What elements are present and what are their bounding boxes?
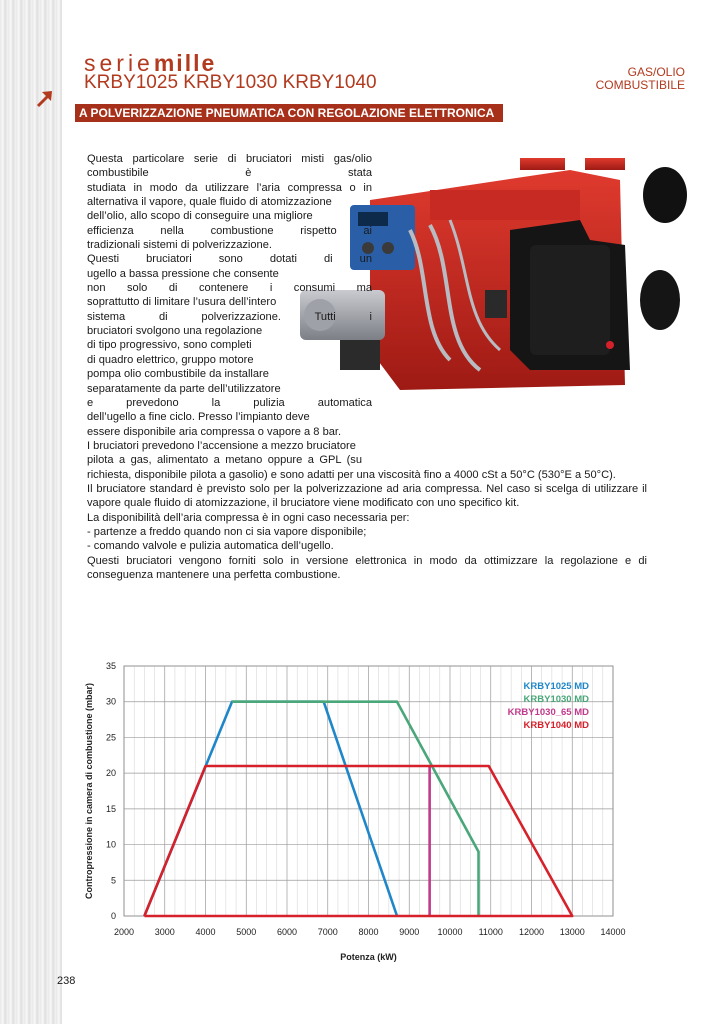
- description-text: [87, 152, 647, 582]
- arrow-up-right-icon: [33, 86, 57, 110]
- text-line: tradizionali sistemi di polverizzazione.: [87, 239, 272, 252]
- y-tick-label: 10: [105, 839, 116, 850]
- x-tick-label: 3000: [154, 927, 175, 937]
- legend-entry: KRBY1030_65 MD: [507, 707, 589, 718]
- y-tick-label: 35: [105, 661, 116, 671]
- page-number: 238: [57, 975, 76, 987]
- decorative-side-band: [0, 0, 62, 1024]
- text-line: di tipo progressivo, sono completi: [87, 339, 252, 352]
- x-tick-label: 2000: [113, 927, 135, 937]
- text-line: ugello a bassa pressione che consente: [87, 267, 279, 280]
- text-line: soprattutto di limitare l’usura dell’intero: [87, 296, 277, 309]
- y-tick-label: 0: [110, 911, 116, 921]
- model-list: KRBY1025 KRBY1030 KRBY1040: [84, 72, 377, 93]
- text-line: di quadro elettrico, gruppo motore: [87, 353, 254, 366]
- chart-svg: [80, 658, 720, 968]
- legend-entry: KRBY1025 MD: [523, 681, 589, 692]
- fuel-type: [596, 66, 685, 92]
- text-line: - comando valvole e pulizia automatica dell’ugello.: [87, 540, 334, 553]
- text-line: sistema di polverizzazione. Tutti i: [87, 310, 372, 323]
- text-line: richiesta, disponibile pilota a gasolio) e sono adatti per una viscosità fino a 4000 cSt a 50°C (530°E a 50°C).: [87, 468, 616, 481]
- text-line: Questa particolare serie di bruciatori misti gas/olio combustibile è stata: [87, 153, 372, 180]
- x-tick-label: 7000: [317, 927, 338, 937]
- text-line: Questi bruciatori vengono forniti solo in versione elettronica in modo da ottimizzare la regolazione e di: [87, 554, 647, 567]
- y-tick-label: 15: [105, 803, 116, 814]
- text-line: essere disponibile aria compressa o vapore a 8 bar.: [87, 425, 342, 438]
- x-tick-label: 14000: [600, 927, 626, 937]
- y-tick-label: 30: [105, 696, 116, 707]
- x-tick-label: 8000: [358, 927, 379, 937]
- x-tick-label: 10000: [437, 927, 463, 937]
- section-banner: A POLVERIZZAZIONE PNEUMATICA CON REGOLAZIONE ELETTRONICA: [75, 104, 503, 122]
- text-line: efficienza nella combustione rispetto ai: [87, 224, 372, 237]
- text-line: conseguenza mantenere una perfetta combustione.: [87, 568, 341, 581]
- text-line: Questi bruciatori sono dotati di un: [87, 253, 372, 266]
- x-tick-label: 4000: [195, 927, 216, 937]
- text-line: non solo di contenere i consumi ma: [87, 282, 372, 295]
- text-line: Il bruciatore standard è previsto solo per la polverizzazione ad aria compressa. Nel caso si scelga di utilizzare il: [87, 482, 647, 495]
- x-tick-label: 12000: [518, 927, 545, 937]
- text-line: pompa olio combustibile da installare: [87, 368, 269, 381]
- x-axis-label: Potenza (kW): [340, 952, 397, 962]
- text-line: bruciatori svolgono una regolazione: [87, 325, 263, 338]
- x-tick-label: 5000: [236, 927, 257, 937]
- text-line: dell’olio, allo scopo di conseguire una migliore: [87, 210, 313, 223]
- text-line: pilota a gas, alimentato a metano oppure a GPL (su: [87, 454, 362, 467]
- x-tick-label: 6000: [276, 927, 298, 937]
- legend-entry: KRBY1040 MD: [523, 720, 589, 731]
- text-line: alternativa il vapore, quale fluido di atomizzazione: [87, 196, 332, 209]
- text-line: studiata in modo da utilizzare l’aria compressa o in: [87, 181, 372, 194]
- x-tick-label: 11000: [478, 927, 503, 937]
- y-axis-label: Contropressione in camera di combustione (mbar): [84, 682, 94, 900]
- fuel-line-2: COMBUSTIBILE: [595, 78, 685, 92]
- y-tick-label: 5: [110, 875, 116, 886]
- text-line: I bruciatori prevedono l’accensione a mezzo bruciatore: [87, 439, 356, 452]
- x-tick-label: 13000: [559, 927, 585, 937]
- series-title: seriemille: [84, 50, 217, 76]
- y-tick-label: 25: [105, 732, 116, 743]
- x-tick-label: 9000: [399, 927, 420, 937]
- performance-chart: [80, 658, 720, 968]
- text-line: - partenze a freddo quando non ci sia vapore disponibile;: [87, 525, 367, 538]
- y-tick-label: 20: [105, 768, 116, 779]
- text-line: separatamente da parte dell’utilizzatore: [87, 382, 281, 395]
- text-line: e prevedono la pulizia automatica: [87, 396, 372, 409]
- legend-entry: KRBY1030 MD: [523, 694, 589, 705]
- text-line: dell’ugello a fine ciclo. Presso l’impianto deve: [87, 411, 310, 424]
- text-line: La disponibilità dell’aria compressa è in ogni caso necessaria per:: [87, 511, 410, 524]
- text-line: vapore quale fluido di atomizzazione, il bruciatore viene modificato con uno specifico kit.: [87, 497, 520, 510]
- fuel-line-1: GAS/OLIO: [627, 65, 685, 79]
